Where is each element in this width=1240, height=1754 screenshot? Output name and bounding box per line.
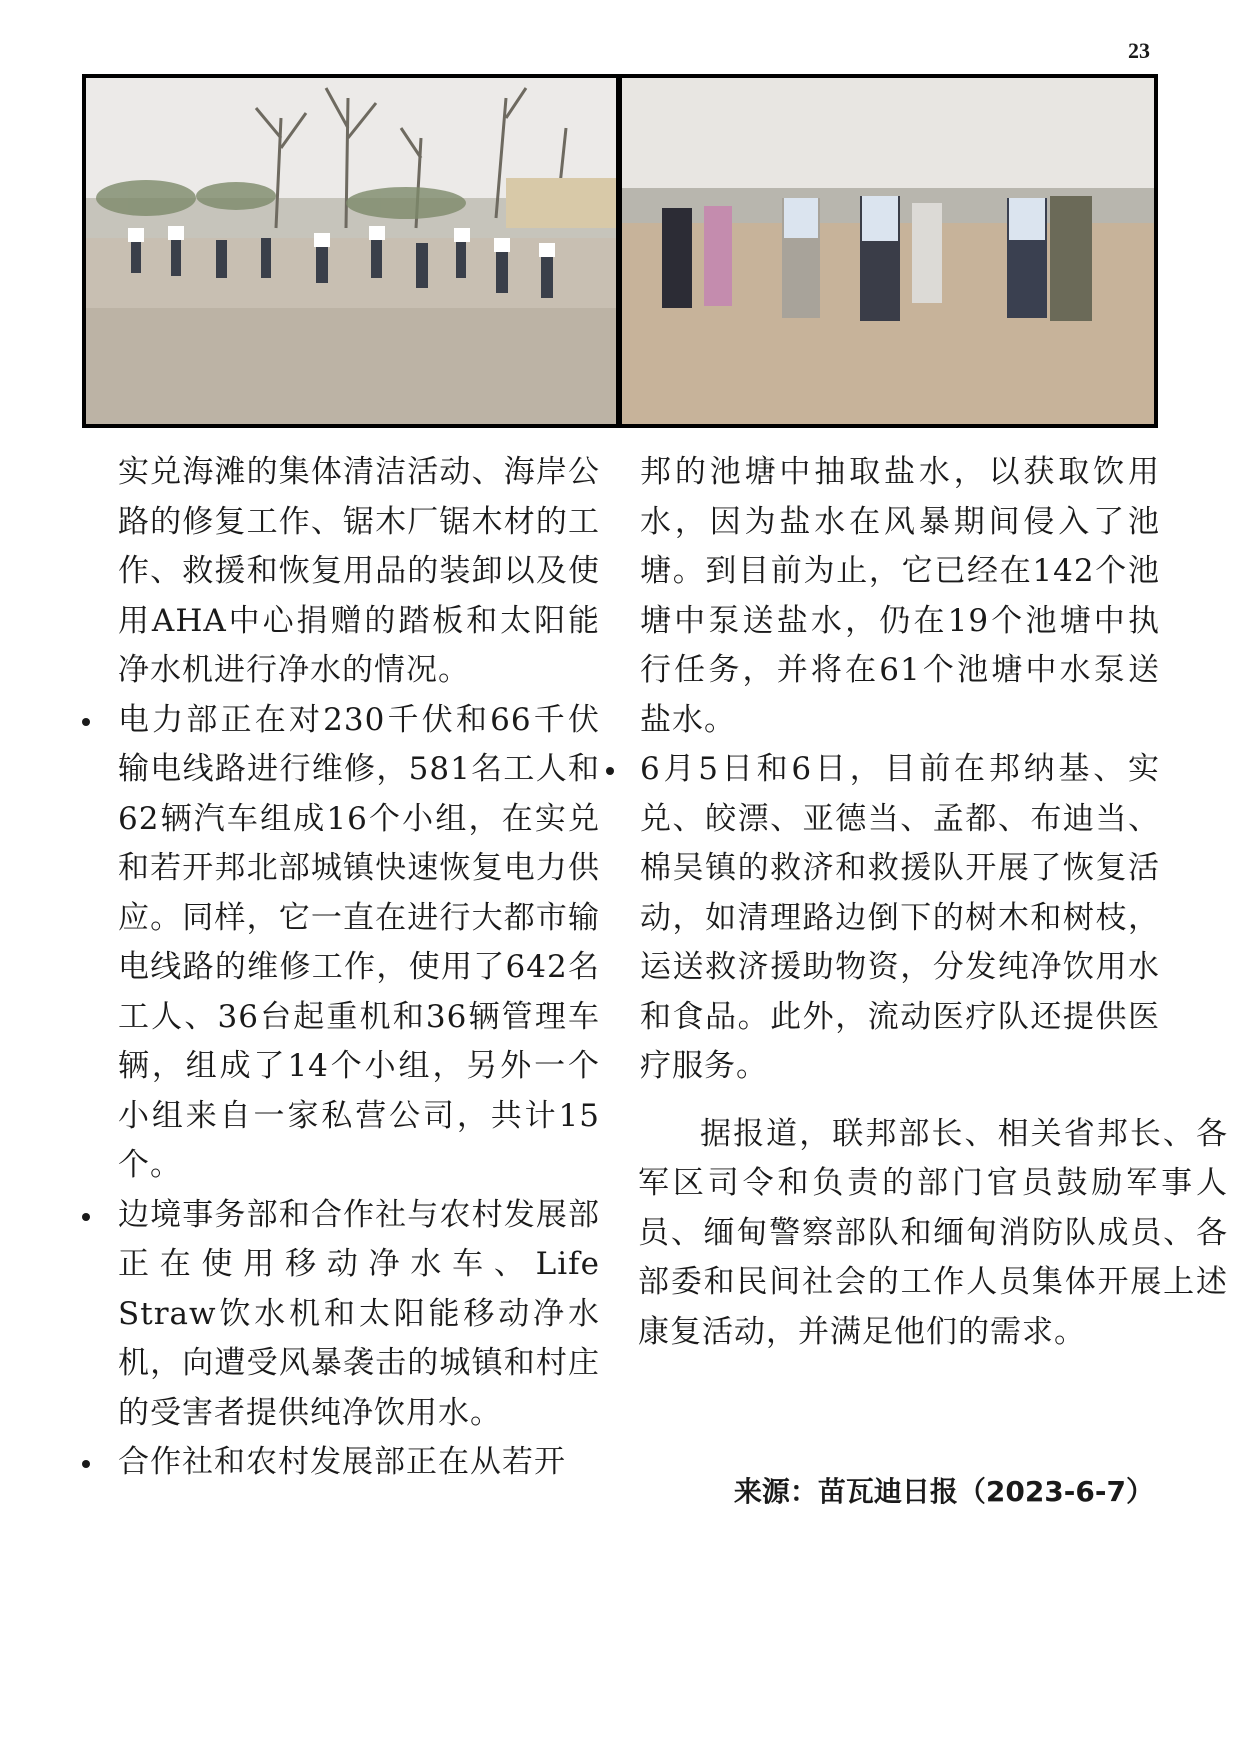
- right-text-column: [638, 448, 1228, 1357]
- bullet-item: [118, 1438, 600, 1488]
- bullet-text: 边境事务部和合作社与农村发展部正在使用移动净水车、Life Straw饮水机和太阳能移动净水机，向遭受风暴袭击的城镇和村庄的受害者提供纯净饮用水。: [118, 1196, 600, 1431]
- source-citation: 来源：苗瓦迪日报（2023-6-7）: [733, 1475, 1154, 1508]
- officials-beach-photo: [618, 74, 1158, 428]
- bullet-dot: [82, 1213, 90, 1221]
- bullet-item: [640, 745, 1160, 1092]
- beach-cleanup-photo: [82, 74, 620, 428]
- bullet-dot: [606, 767, 614, 775]
- left-intro-paragraph: 实兑海滩的集体清洁活动、海岸公路的修复工作、锯木厂锯木材的工作、救援和恢复用品的装卸以及使用AHA中心捐赠的踏板和太阳能净水机进行净水的情况。: [118, 454, 600, 688]
- left-text-column: [118, 448, 600, 1488]
- bullet-text: 6月5日和6日，目前在邦纳基、实兑、皎漂、亚德当、孟都、布迪当、棉吴镇的救济和救援队开展了恢复活动，如清理路边倒下的树木和树枝，运送救济援助物资，分发纯净饮用水和食品。此外，流动医疗队还提供医疗服务。: [640, 751, 1160, 1084]
- continuation-paragraph: 邦的池塘中抽取盐水，以获取饮用水，因为盐水在风暴期间侵入了池塘。到目前为止，它已经在142个池塘中泵送盐水，仍在19个池塘中执行任务，并将在61个池塘中水泵送盐水。: [640, 454, 1160, 738]
- page-number: 23: [1128, 38, 1150, 63]
- bullet-item: [118, 696, 600, 1191]
- bullet-text: 合作社和农村发展部正在从若开: [118, 1444, 566, 1480]
- bullet-dot: [82, 1460, 90, 1468]
- bullet-dot: [82, 718, 90, 726]
- closing-paragraph: 据报道，联邦部长、相关省邦长、各军区司令和负责的部门官员鼓励军事人员、缅甸警察部队和缅甸消防队成员、各部委和民间社会的工作人员集体开展上述康复活动，并满足他们的需求。: [638, 1115, 1228, 1350]
- bullet-item: [118, 1191, 600, 1439]
- bullet-text: 电力部正在对230千伏和66千伏输电线路进行维修，581名工人和62辆汽车组成16个小组，在实兑和若开邦北部城镇快速恢复电力供应。同样，它一直在进行大都市输电线路的维修工作，使用了642名工人、36台起重机和36辆管理车辆，组成了14个小组，另外一个小组来自一家私营公司，共计15个。: [118, 701, 600, 1183]
